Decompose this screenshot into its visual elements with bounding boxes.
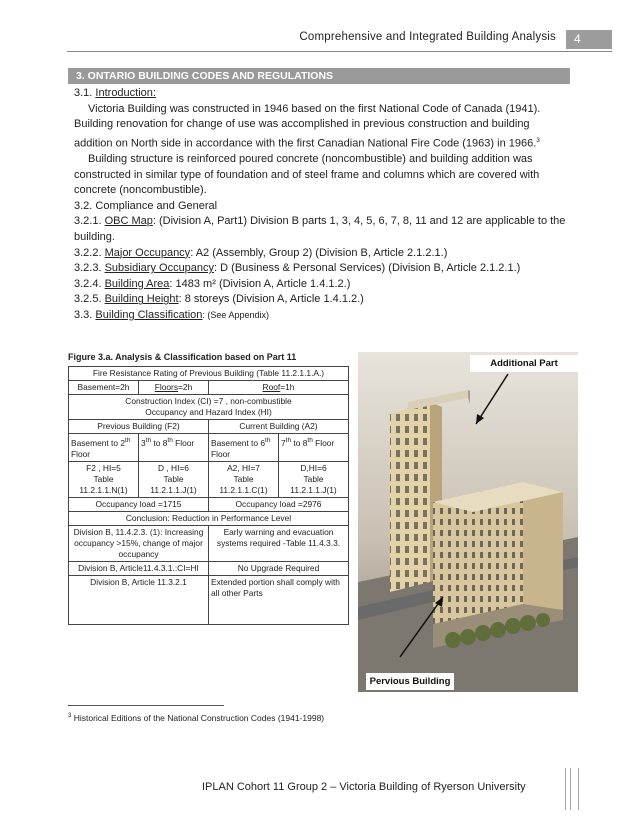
intro-heading: 3.1. Introduction: [74, 87, 156, 99]
table-row: Basement=2h Floors=2h Roof=1h [69, 381, 349, 395]
compliance-heading: 3.2. Compliance and General [74, 199, 218, 212]
addition-tower [390, 402, 430, 592]
section-body [74, 86, 566, 324]
intro-paragraph-2: Building structure is reinforced poured concrete (noncombustible) and building addition was constructed in similar type of foundation and of steel frame and columns which are covered with concrete (noncombustible). [74, 153, 540, 197]
page-number: 4 [566, 30, 612, 49]
building-illustration [358, 352, 578, 692]
table-row: Previous Building (F2) Current Building (A2) [69, 420, 349, 434]
table-row: Division B, 11.4.2.3. (1): Increasing occupancy >15%, change of major occupancy Early warning and evacuation systems required -Table 11.4.3.3. [69, 525, 349, 561]
item-major-occupancy: 3.2.2. Major Occupancy: A2 (Assembly, Group 2) (Division B, Article 2.1.2.1.) [74, 246, 448, 259]
item-building-classification: 3.3. Building Classification: (See Appendix) [74, 308, 269, 321]
building-rendering [358, 352, 578, 692]
table-row: F2 , HI=5 Table 11.2.1.1.N(1) D , HI=6 Table 11.2.1.1.J(1) A2, HI=7 Table 11.2.1.1.C(1) D,HI=6 Table 11.2.1.1.J(1) [69, 461, 349, 497]
page-footer: IPLAN Cohort 11 Group 2 – Victoria Building of Ryerson University [202, 781, 526, 793]
label-additional-part: Additional Part [470, 355, 578, 372]
figure-caption: Figure 3.a. Analysis & Classification based on Part 11 [68, 352, 297, 362]
footnote-divider [68, 705, 224, 706]
header-title: Comprehensive and Integrated Building Analysis [299, 31, 556, 43]
fire-analysis-table [68, 366, 349, 625]
footnote: $^3$ Historical Editions of the National Construction Codes (1941-1998) [68, 713, 325, 723]
table-row: Division B, Article 11.3.2.1 Extended portion shall comply with all other Parts [69, 575, 349, 624]
header-divider [67, 51, 612, 52]
page-header [0, 30, 638, 50]
table-row: Occupancy load =1715 Occupancy load =2976 [69, 497, 349, 511]
table-row: Conclusion: Reduction in Performance Level [69, 511, 349, 525]
table-row: Division B, Article11.4.3.1.:CI=HI No Upgrade Required [69, 561, 349, 575]
main-building-side [523, 482, 563, 622]
item-building-height: 3.2.5. Building Height: 8 storeys (Division A, Article 1.4.1.2.) [74, 293, 364, 306]
label-previous-building: Pervious Building [366, 673, 454, 690]
section-heading: 3. ONTARIO BUILDING CODES AND REGULATIONS [68, 68, 570, 84]
table-row: Construction Index (CI) =7 , non-combustible Occupancy and Hazard Index (HI) [69, 395, 349, 420]
table-row: Fire Resistance Rating of Previous Building (Table 11.2.1.1.A.) [69, 367, 349, 381]
intro-paragraph-1: Victoria Building was constructed in 1946 based on the first National Code of Canada (1941). Building renovation for change of use was accomplished in previous construction and building addition on North side in accordance with the first Canadian National Fire Code (1963) in 1966.$^3$ [74, 102, 541, 150]
footer-decoration [565, 768, 579, 810]
item-obc-map: 3.2.1. OBC Map: (Division A, Part1) Division B parts 1, 3, 4, 5, 6, 7, 8, 11 and 12 are applicable to the building. [74, 215, 566, 243]
table-row: Basement to 2th Floor 3th to 8th Floor Basement to 6th Floor 7th to 8th Floor [69, 434, 349, 462]
item-building-area: 3.2.4. Building Area: 1483 m² (Division A, Article 1.4.1.2.) [74, 277, 351, 290]
item-subsidiary-occupancy: 3.2.3. Subsidiary Occupancy: D (Business & Personal Services) (Division B, Article 2.1.2.1.) [74, 262, 521, 275]
